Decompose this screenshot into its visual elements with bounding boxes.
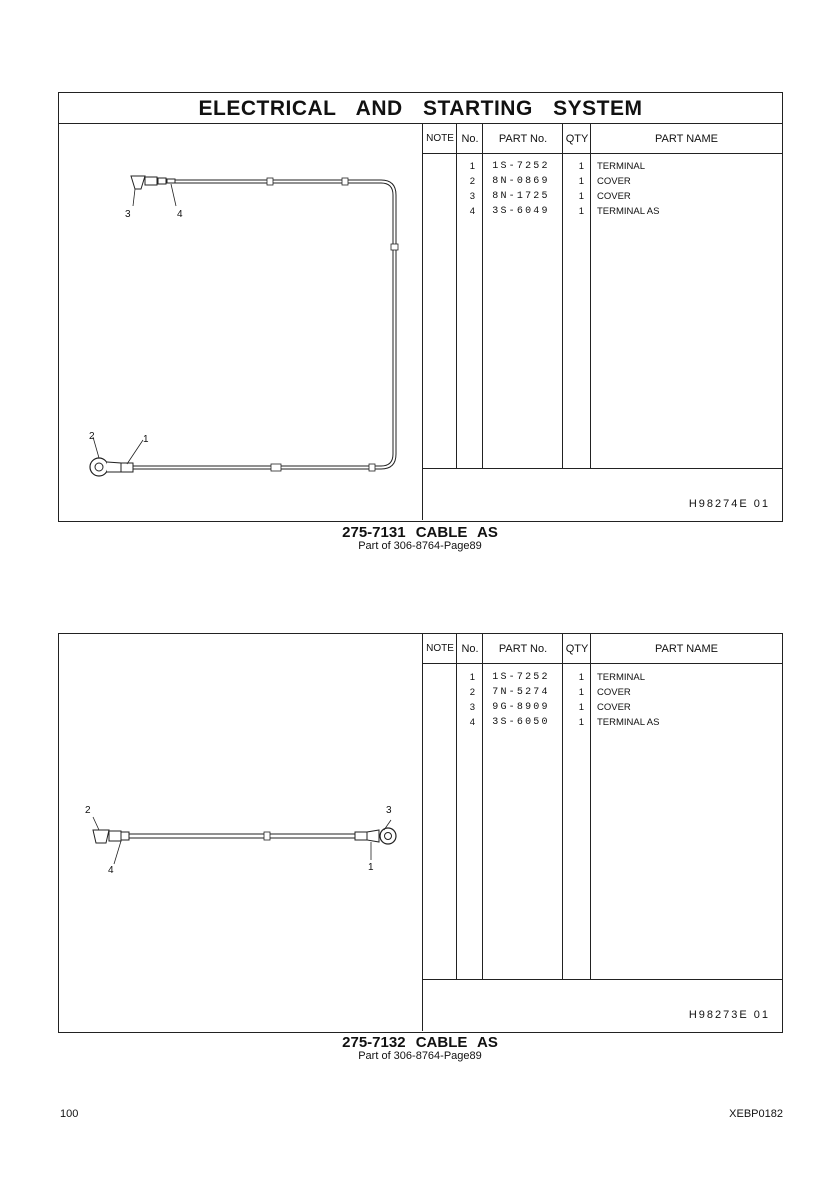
- row-part-no: 3S-6049: [492, 206, 550, 217]
- header-part-name: PART NAME: [655, 643, 718, 655]
- table-row: [423, 670, 782, 685]
- row-part-name: COVER: [597, 191, 631, 202]
- row-part-name: TERMINAL AS: [597, 717, 660, 728]
- row-part-name: COVER: [597, 176, 631, 187]
- row-no: 3: [469, 702, 475, 713]
- cable-diagram-1: [59, 124, 421, 520]
- table-header: [423, 634, 782, 664]
- row-part-name: TERMINAL AS: [597, 206, 660, 217]
- header-part-no: PART No.: [498, 133, 548, 145]
- callout-label: 1: [143, 434, 149, 445]
- row-part-no: 8N-0869: [492, 176, 550, 187]
- parts-table-2: [423, 634, 782, 1031]
- table-footer: [423, 468, 782, 520]
- row-no: 2: [469, 687, 475, 698]
- caption-subtitle: Part of 306-8764-Page89: [358, 540, 482, 552]
- table-footer: [423, 979, 782, 1031]
- callout-label: 4: [108, 865, 114, 876]
- table-row: [423, 700, 782, 715]
- illustration-1: [59, 124, 423, 520]
- row-part-name: COVER: [597, 687, 631, 698]
- row-part-name: TERMINAL: [597, 161, 646, 172]
- parts-table-1: [423, 124, 782, 520]
- row-qty: 1: [578, 176, 584, 187]
- page-number: 100: [60, 1108, 79, 1120]
- table-row: [423, 715, 782, 730]
- callout-label: 2: [85, 805, 91, 816]
- row-qty: 1: [578, 672, 584, 683]
- row-qty: 1: [578, 191, 584, 202]
- row-part-name: TERMINAL: [597, 672, 646, 683]
- figure-ref-code: H98273E 01: [688, 1009, 770, 1021]
- row-qty: 1: [578, 687, 584, 698]
- cable-diagram-2: [59, 634, 421, 1031]
- row-qty: 1: [578, 206, 584, 217]
- row-part-name: COVER: [597, 702, 631, 713]
- callout-label: 2: [89, 431, 95, 442]
- row-part-no: 8N-1725: [492, 191, 550, 202]
- page-title: ELECTRICAL AND STARTING SYSTEM: [59, 93, 782, 124]
- row-part-no: 1S-7252: [492, 161, 550, 172]
- parts-panel-2: [58, 633, 783, 1033]
- row-part-no: 3S-6050: [492, 717, 550, 728]
- row-part-no: 7N-5274: [492, 687, 550, 698]
- row-no: 4: [469, 206, 475, 217]
- table-row: [423, 204, 782, 219]
- callout-label: 1: [368, 862, 374, 873]
- header-part-name: PART NAME: [655, 133, 718, 145]
- row-no: 1: [469, 161, 475, 172]
- row-no: 4: [469, 717, 475, 728]
- header-note: NOTE: [426, 643, 454, 654]
- row-part-no: 9G-8909: [492, 702, 550, 713]
- header-no: No.: [461, 643, 479, 655]
- header-part-no: PART No.: [498, 643, 548, 655]
- caption-title: 275-7132 CABLE AS: [342, 1034, 498, 1051]
- callout-label: 4: [177, 209, 183, 220]
- document-code: XEBP0182: [729, 1108, 783, 1120]
- row-no: 1: [469, 672, 475, 683]
- caption-title: 275-7131 CABLE AS: [342, 524, 498, 541]
- table-row: [423, 174, 782, 189]
- table-header: [423, 124, 782, 154]
- table-row: [423, 189, 782, 204]
- row-no: 2: [469, 176, 475, 187]
- callout-label: 3: [125, 209, 131, 220]
- row-qty: 1: [578, 717, 584, 728]
- row-qty: 1: [578, 702, 584, 713]
- table-row: [423, 685, 782, 700]
- figure-ref-code: H98274E 01: [688, 498, 770, 510]
- row-no: 3: [469, 191, 475, 202]
- callout-label: 3: [386, 805, 392, 816]
- row-qty: 1: [578, 161, 584, 172]
- table-row: [423, 159, 782, 174]
- caption-subtitle: Part of 306-8764-Page89: [358, 1050, 482, 1062]
- header-qty: QTY: [565, 643, 589, 655]
- header-note: NOTE: [426, 133, 454, 144]
- header-no: No.: [461, 133, 479, 145]
- header-qty: QTY: [565, 133, 589, 145]
- illustration-2: [59, 634, 423, 1031]
- parts-panel-1: [58, 92, 783, 522]
- row-part-no: 1S-7252: [492, 672, 550, 683]
